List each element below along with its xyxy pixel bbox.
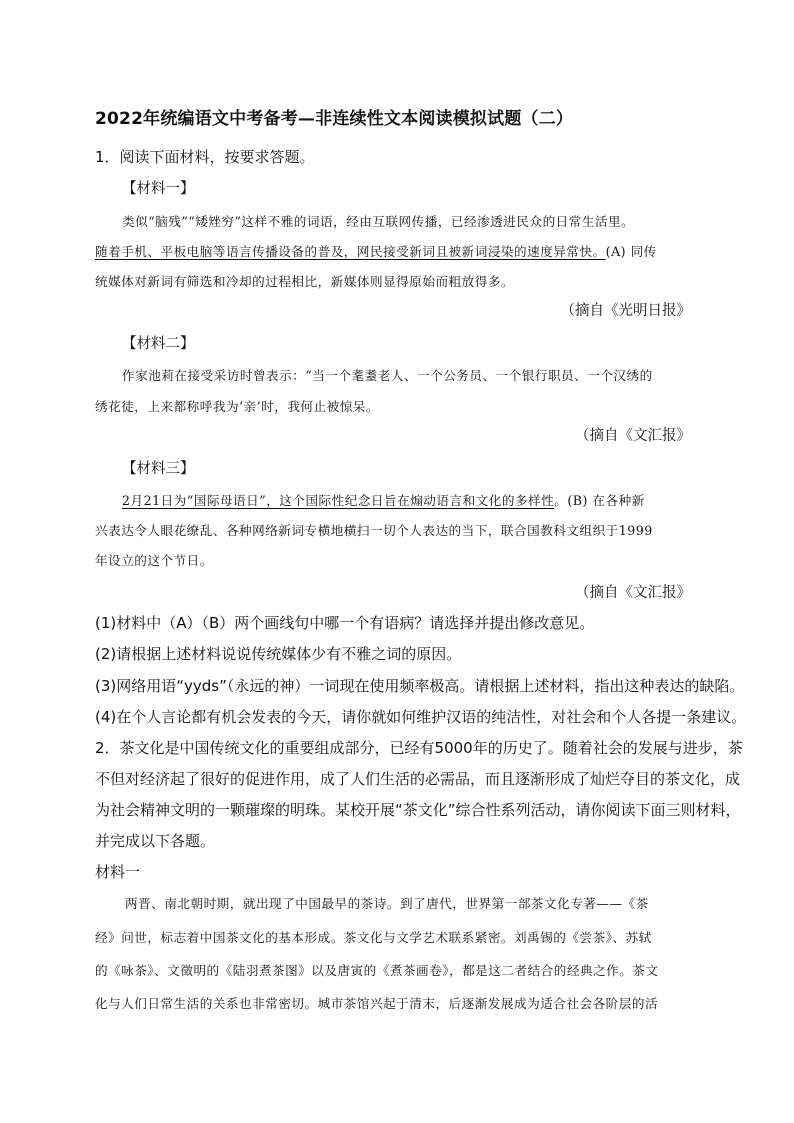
sub-question-2: (2)请根据上述材料说说传统媒体少有不雅之词的原因。 [95, 645, 462, 663]
question-2-line-3: 为社会精神文明的一颗璀璨的明珠。某校开展“茶文化”综合性系列活动，请你阅读下面三则材料， [95, 801, 741, 819]
document-title: 2022年统编语文中考备考—非连续性文本阅读模拟试题（二） [95, 109, 574, 129]
sub-question-1: (1)材料中（A）（B）两个画线句中哪一个有语病？请选择并提出修改意见。 [95, 614, 595, 632]
question-2-line-4: 并完成以下各题。 [95, 832, 216, 850]
question-2-material-1-heading: 材料一 [95, 863, 141, 881]
material-3-line-1-rest: 。(B) 在各种新 [554, 493, 645, 508]
material-1-line-1: 类似“脑残”“矮矬穷”这样不雅的词语，经由互联网传播，已经渗透进民众的日常生活里。 [122, 214, 635, 229]
material-1-line-3: 统媒体对新词有筛选和冷却的过程相比，新媒体则显得原始而粗放得多。 [95, 274, 514, 289]
material-2-source: （摘自《文汇报》 [575, 428, 691, 444]
underlined-sentence-b: 2月21日为“国际母语日”，这个国际性纪念日旨在煽动语言和文化的多样性 [122, 493, 555, 508]
material-1-source: （摘自《光明日报》 [560, 303, 691, 319]
material-3-source: （摘自《文汇报》 [575, 585, 691, 601]
question-2-line-2: 不但对经济起了很好的促进作用，成了人们生活的必需品，而且逐渐形成了灿烂夺目的茶文化，成 [95, 770, 741, 788]
sub-question-3: (3)网络用语“yyds”（永远的神）一词现在使用频率极高。请根据上述材料，指出这种表达的缺陷。 [95, 677, 745, 695]
material-2-heading: 【材料二】 [122, 336, 195, 352]
material-1-line-2 [95, 241, 657, 260]
material-3-line-1 [122, 490, 645, 509]
underlined-sentence-a: 随着手机、平板电脑等语言传播设备的普及，网民接受新词且被新词浸染的速度异常快。 [95, 244, 606, 259]
material-3-line-3: 年设立的这个节日。 [95, 553, 213, 568]
sub-question-4: (4)在个人言论都有机会发表的今天，请你就如何维护汉语的纯洁性，对社会和个人各提一条建议。 [95, 708, 747, 726]
material-2-line-2: 绣花徒，上来都称呼我为‘亲’时，我何止被惊呆。 [95, 399, 379, 414]
material-3-heading: 【材料三】 [122, 461, 195, 477]
q2-material-1-line-2: 经》问世，标志着中国茶文化的基本形成。茶文化与文学艺术联系紧密。刘禹锡的《尝茶》、苏轼 [95, 930, 652, 945]
material-1-heading: 【材料一】 [122, 181, 195, 197]
q2-material-1-line-1: 两晋、南北朝时期，就出现了中国最早的茶诗。到了唐代，世界第一部茶文化专著——《茶 [125, 896, 649, 911]
question-1-stem: 1．阅读下面材料，按要求答题。 [95, 148, 315, 166]
q2-material-1-line-4: 化与人们日常生活的关系也非常密切。城市茶馆兴起于清末，后逐渐发展成为适合社会各阶层的活 [95, 996, 659, 1011]
material-2-line-1: 作家池莉在接受采访时曾表示：“当一个耄耋老人、一个公务员、一个银行职员、一个汉绣的 [122, 368, 653, 383]
q2-material-1-line-3: 的《咏茶》、文徵明的《陆羽煮茶图》以及唐寅的《煮茶画卷》，都是这二者结合的经典之作。茶文 [95, 963, 659, 978]
material-3-line-2: 兴表达令人眼花缭乱、各种网络新词专横地横扫一切个人表达的当下，联合国教科文组织于1999 [95, 523, 653, 538]
material-1-line-2-rest: (A) 同传 [605, 244, 657, 259]
question-2-line-1: 2．茶文化是中国传统文化的重要组成部分，已经有5000年的历史了。随着社会的发展与进步，茶 [95, 739, 743, 757]
